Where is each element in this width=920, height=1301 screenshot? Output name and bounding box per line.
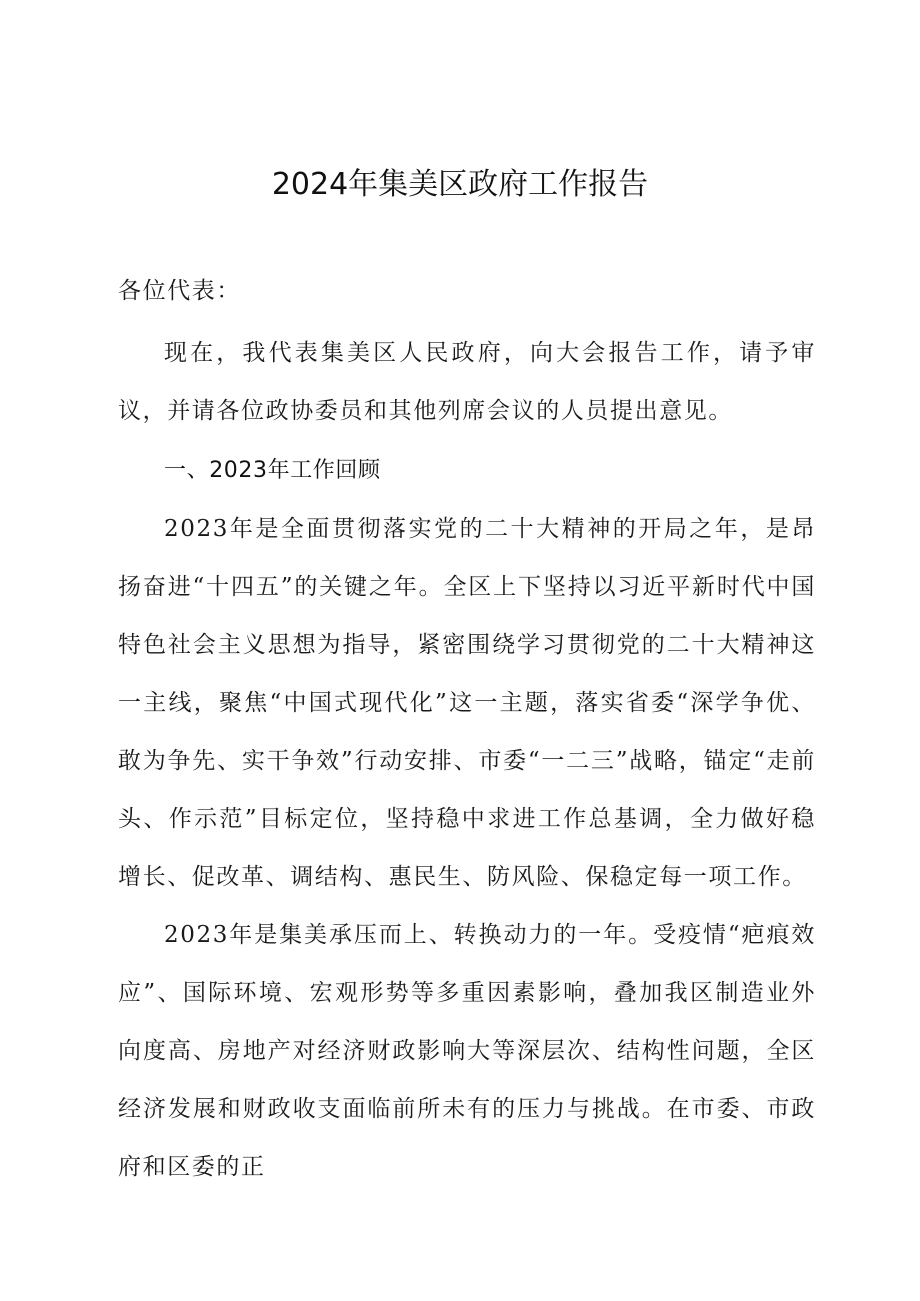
body-paragraph-1: 2023年是全面贯彻落实党的二十大精神的开局之年，是昂扬奋进“十四五”的关键之年。全区上下坚持以习近平新时代中国特色社会主义思想为指导，紧密围绕学习贯彻党的二十大精神这一主线，聚焦“中国式现代化”这一主题，落实省委“深学争优、敢为争先、实干争效”行动安排、市委“一二三”战略，锚定“走前头、作示范”目标定位，坚持稳中求进工作总基调，全力做好稳增长、促改革、调结构、惠民生、防风险、保稳定每一项工作。 — [118, 516, 816, 890]
salutation: 各位代表： — [118, 278, 241, 304]
document-body — [118, 262, 816, 1196]
body-paragraph-2: 2023年是集美承压而上、转换动力的一年。受疫情“疤痕效应”、国际环境、宏观形势等多重因素影响，叠加我区制造业外向度高、房地产对经济财政影响大等深层次、结构性问题，全区经济发展和财政收支面临前所未有的压力与挑战。在市委、市政府和区委的正 — [118, 922, 816, 1180]
document-title: 2024年集美区政府工作报告 — [271, 167, 649, 202]
intro-paragraph: 现在，我代表集美区人民政府，向大会报告工作，请予审议，并请各位政协委员和其他列席会议的人员提出意见。 — [118, 340, 816, 424]
section-heading: 一、2023年工作回顾 — [164, 458, 381, 483]
